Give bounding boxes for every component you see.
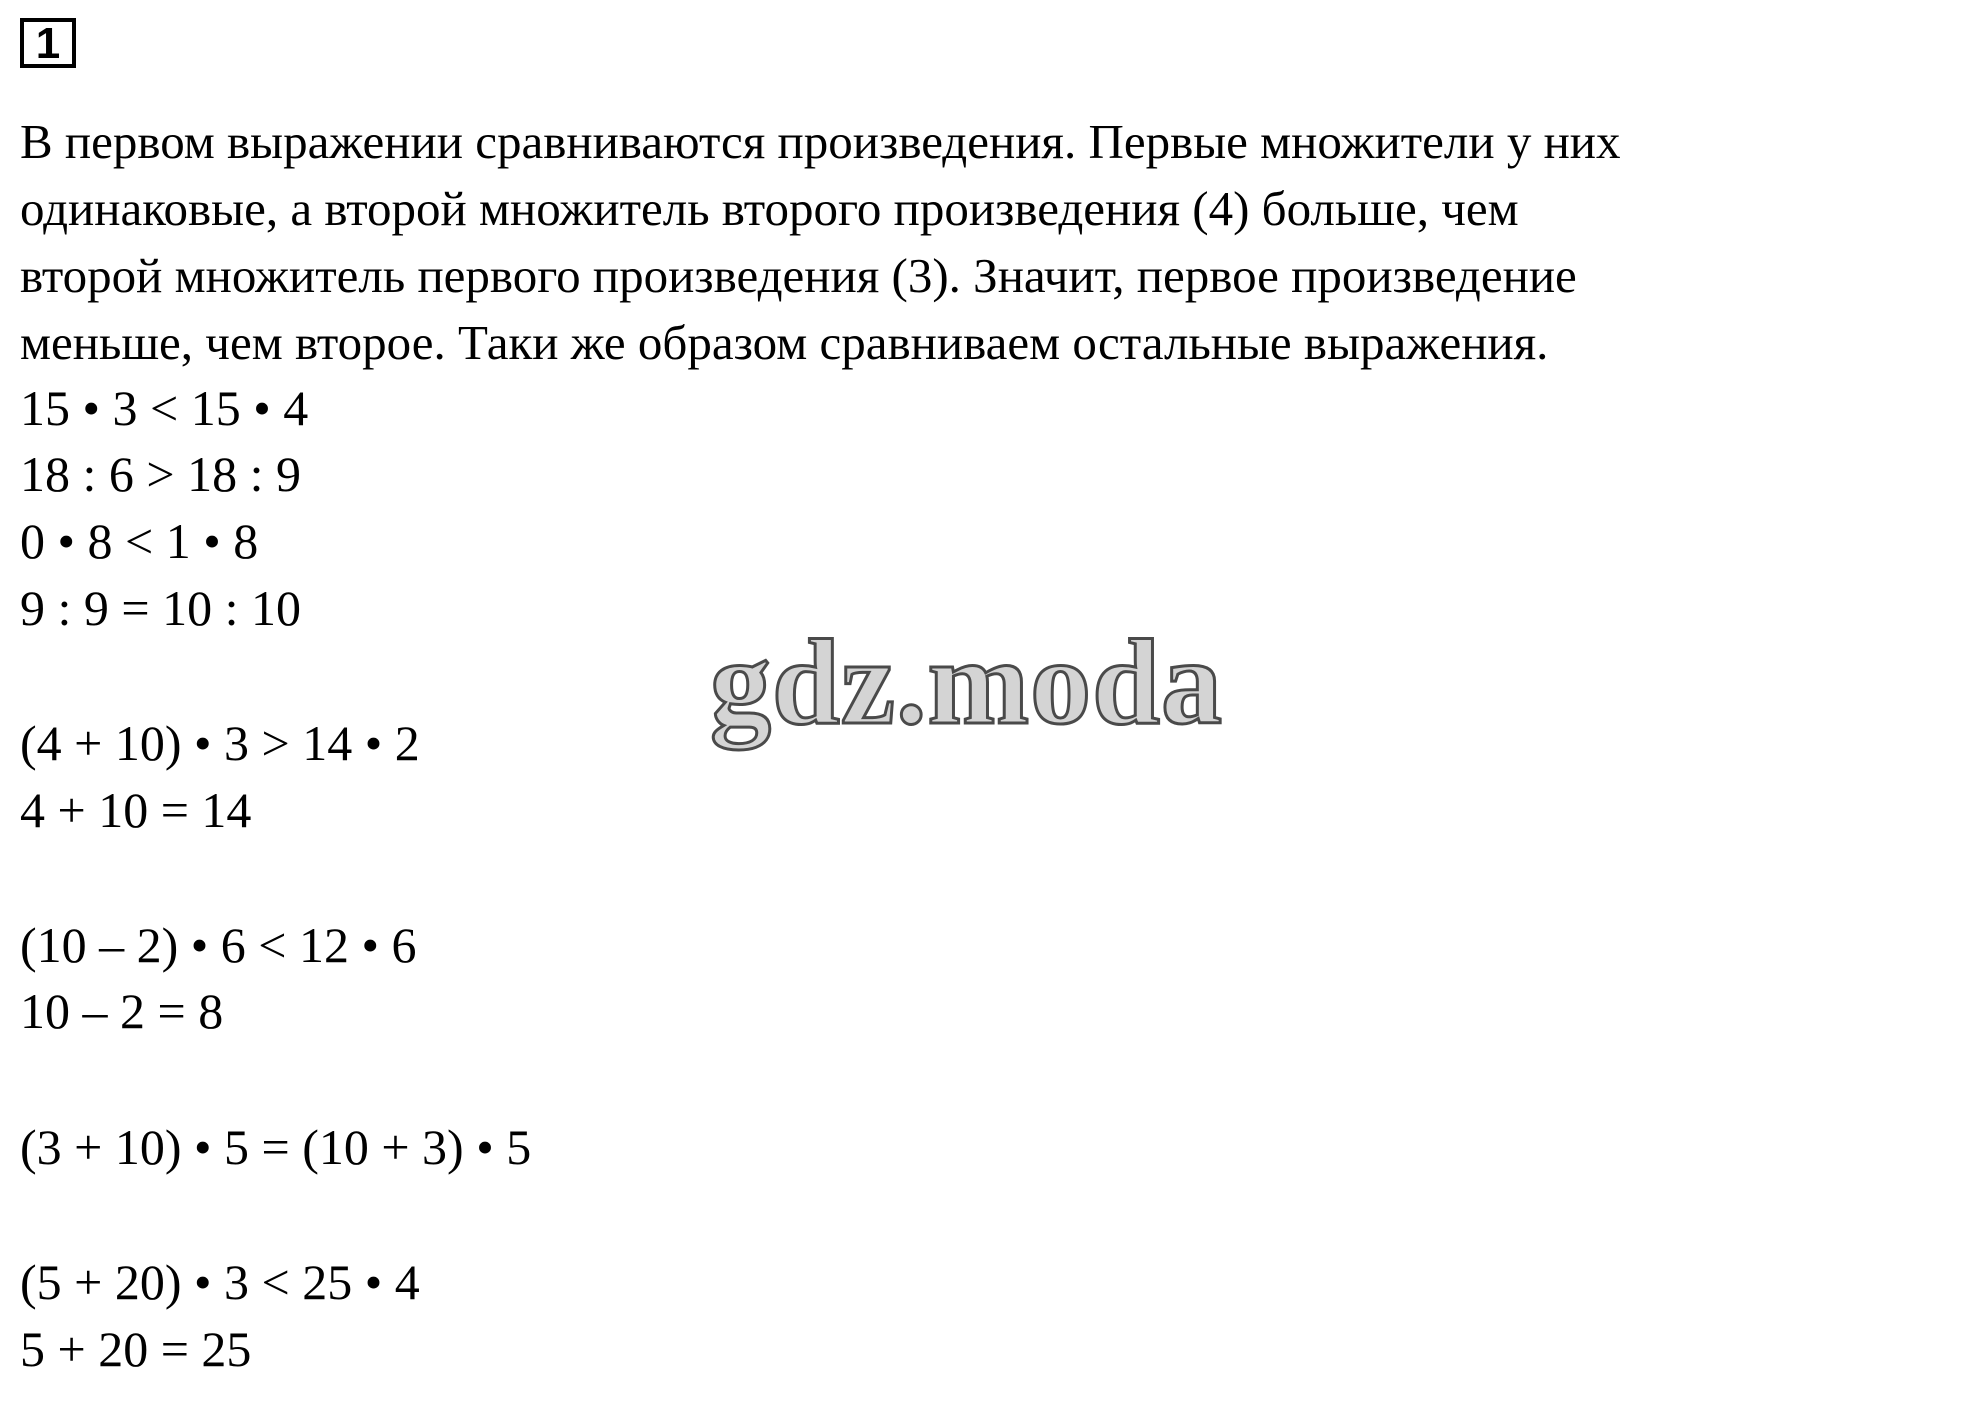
explanation-line: одинаковые, а второй множитель второго произведения (4) больше, чем (20, 181, 1519, 236)
expression-line: 0 • 8 < 1 • 8 (20, 513, 259, 569)
watermark-logo: gdz.moda (710, 615, 1223, 750)
expression-line: 10 – 2 = 8 (20, 983, 224, 1039)
task-number-box: 1 (20, 18, 76, 68)
expression-line: 4 + 10 = 14 (20, 782, 252, 838)
expression-line: 9 : 9 = 10 : 10 (20, 580, 301, 636)
expression-line: (10 – 2) • 6 < 12 • 6 (20, 917, 417, 973)
explanation-paragraph (20, 108, 1950, 376)
expression-line: (3 + 10) • 5 = (10 + 3) • 5 (20, 1119, 532, 1175)
expression-line: 5 + 20 = 25 (20, 1321, 252, 1377)
explanation-line: В первом выражении сравниваются произведения. Первые множители у них (20, 114, 1621, 169)
expression-line: (5 + 20) • 3 < 25 • 4 (20, 1254, 420, 1310)
explanation-line: меньше, чем второе. Таки же образом сравниваем остальные выражения. (20, 315, 1549, 370)
explanation-line: второй множитель первого произведения (3). Значит, первое произведение (20, 248, 1577, 303)
expression-line: 18 : 6 > 18 : 9 (20, 446, 301, 502)
expression-line: (4 + 10) • 3 > 14 • 2 (20, 715, 420, 771)
expression-line: 15 • 3 < 15 • 4 (20, 380, 309, 436)
